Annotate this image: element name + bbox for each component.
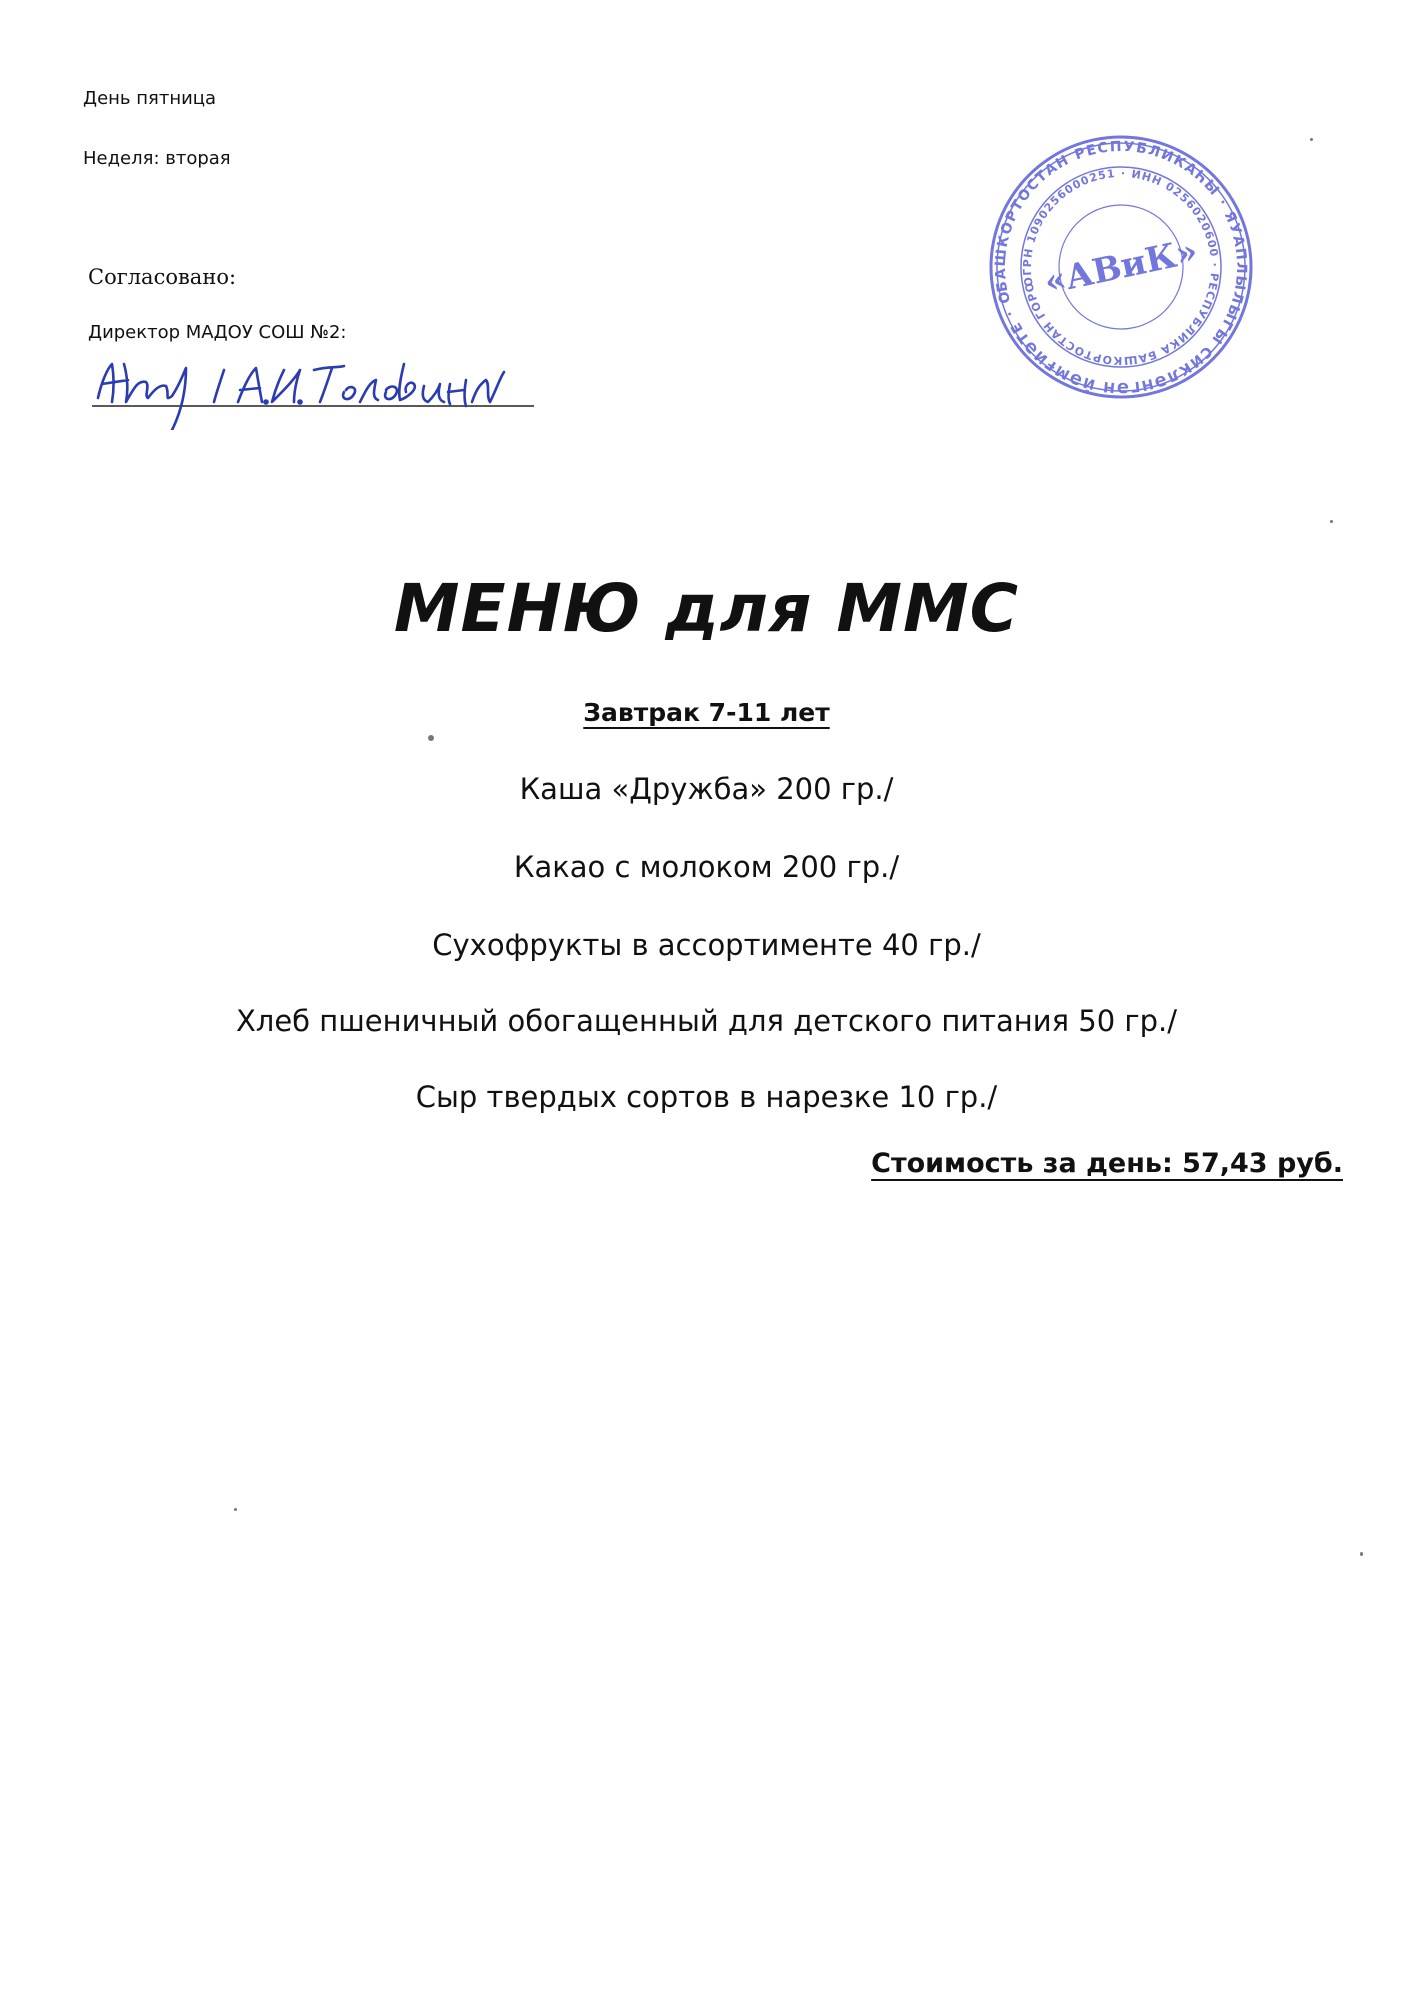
menu-item: Хлеб пшеничный обогащенный для детского питания 50 гр./ bbox=[235, 1004, 1178, 1038]
scan-speck bbox=[1360, 1552, 1363, 1556]
svg-text:БАШКОРТОСТАН РЕСПУБЛИКАҺЫ · ЯУ: БАШКОРТОСТАН РЕСПУБЛИКАҺЫ · ЯУАПЛЫЛЫГЫ СИКЛӘНГӘН ЙӘМҒИӘТЕ · ОБЩЕСТВО bbox=[992, 138, 1250, 396]
svg-text:ОГРН 1090256000251 · ИНН 02560: ОГРН 1090256000251 · ИНН 0256020600 · РЕСПУБЛИКА БАШКОРТОСТАН ГОРОД bbox=[1020, 166, 1222, 368]
stamp-center-text: «АВиК» bbox=[1040, 231, 1202, 303]
approved-label: Согласовано: bbox=[88, 265, 237, 289]
menu-item: Сухофрукты в ассортименте 40 гр./ bbox=[432, 928, 981, 962]
day-label: День пятница bbox=[83, 88, 217, 109]
scan-speck bbox=[234, 1508, 237, 1511]
director-label: Директор МАДОУ СОШ №2: bbox=[88, 322, 347, 343]
meal-heading: Завтрак 7-11 лет bbox=[583, 698, 830, 727]
menu-item: Какао с молоком 200 гр./ bbox=[513, 850, 900, 884]
daily-cost: Стоимость за день: 57,43 руб. bbox=[871, 1148, 1343, 1179]
week-label: Неделя: вторая bbox=[83, 148, 231, 169]
scan-speck bbox=[428, 735, 434, 741]
scan-speck bbox=[1310, 138, 1313, 141]
menu-item: Сыр твердых сортов в нарезке 10 гр./ bbox=[415, 1080, 998, 1114]
director-signature bbox=[88, 350, 538, 430]
scan-speck bbox=[1330, 520, 1333, 523]
menu-item: Каша «Дружба» 200 гр./ bbox=[519, 772, 894, 806]
company-stamp bbox=[986, 132, 1256, 402]
page-title: МЕНЮ для ММС bbox=[393, 570, 1020, 647]
